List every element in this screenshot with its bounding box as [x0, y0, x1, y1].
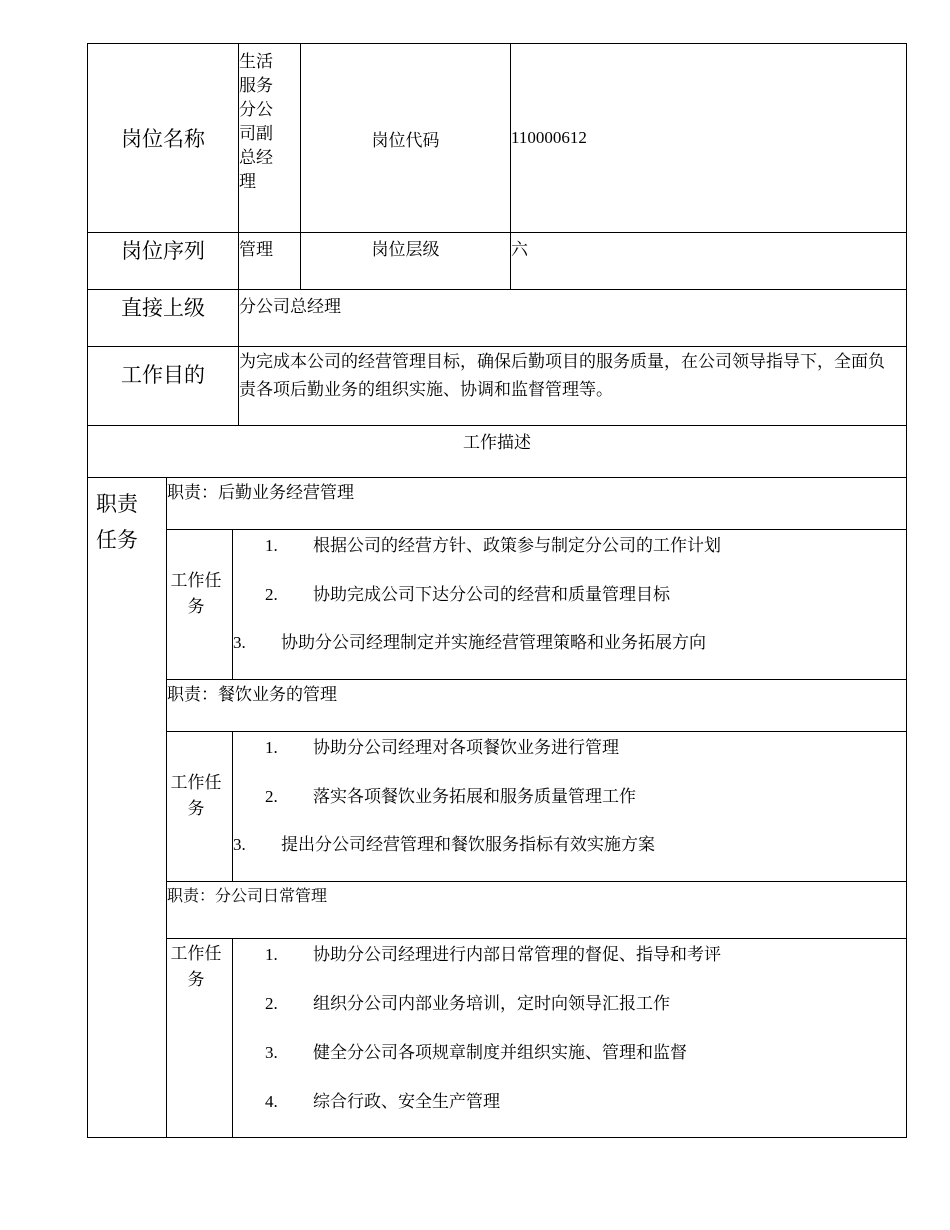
- task-3-2: [265, 992, 670, 1016]
- position-name-label-text: 岗位名称: [121, 127, 205, 151]
- task-label-3-text: 工作任务: [170, 944, 222, 989]
- duties-label-text: 职责任务: [96, 492, 138, 552]
- task-1-3-text: 协助分公司经理制定并实施经营管理策略和业务拓展方向: [281, 633, 706, 652]
- position-name-label: [87, 43, 239, 233]
- task-2-2-num: 2.: [265, 787, 278, 806]
- superior-value: [238, 289, 907, 347]
- purpose-value-text: 为完成本公司的经营管理目标，确保后勤项目的服务质量，在公司领导指导下，全面负责各项后勤业务的组织实施、协调和监督管理等。: [239, 352, 885, 399]
- task-list-1: [232, 529, 907, 680]
- sequence-label-text: 岗位序列: [121, 239, 205, 263]
- task-3-2-num: 2.: [265, 994, 278, 1013]
- purpose-label-text: 工作目的: [121, 363, 205, 387]
- level-label: [300, 232, 511, 290]
- level-value: [510, 232, 907, 290]
- position-name-value: [238, 43, 301, 233]
- level-label-text: 岗位层级: [371, 240, 440, 259]
- task-3-1: [265, 943, 721, 967]
- sequence-label: [87, 232, 239, 290]
- level-value-text: 六: [511, 240, 528, 259]
- task-2-3-text: 提出分公司经营管理和餐饮服务指标有效实施方案: [281, 835, 655, 854]
- task-list-2: [232, 731, 907, 882]
- sequence-value-text: 管理: [239, 240, 273, 259]
- position-code-value: [510, 43, 907, 233]
- task-3-3-text: 健全分公司各项规章制度并组织实施、管理和监督: [313, 1043, 687, 1062]
- position-code-label: [300, 43, 511, 233]
- duty-title-2: [166, 679, 907, 732]
- duty-title-1: [166, 477, 907, 530]
- task-1-1-text: 根据公司的经营方针、政策参与制定分公司的工作计划: [313, 536, 721, 555]
- task-1-2-num: 2.: [265, 585, 278, 604]
- task-2-3: [233, 833, 655, 857]
- task-3-3: [265, 1041, 687, 1065]
- job-description-form: [88, 44, 907, 1139]
- task-2-2: [265, 785, 636, 809]
- duty-title-2-text: 职责：餐饮业务的管理: [167, 685, 337, 704]
- task-3-1-num: 1.: [265, 945, 278, 964]
- task-label-1-text: 工作任务: [170, 571, 222, 616]
- task-1-1: [265, 534, 721, 558]
- task-label-3: [166, 938, 233, 1138]
- work-description-header: [87, 425, 907, 478]
- duty-title-1-text: 职责：后勤业务经营管理: [167, 483, 354, 502]
- duty-title-3-text: 职责：分公司日常管理: [167, 888, 328, 905]
- task-3-3-num: 3.: [265, 1043, 278, 1062]
- task-1-1-num: 1.: [265, 536, 278, 555]
- duty-title-3: [166, 881, 907, 939]
- task-1-3: [233, 631, 706, 655]
- task-1-2-text: 协助完成公司下达分公司的经营和质量管理目标: [313, 585, 670, 604]
- task-1-3-num: 3.: [233, 633, 246, 652]
- task-2-3-num: 3.: [233, 835, 246, 854]
- task-2-2-text: 落实各项餐饮业务拓展和服务质量管理工作: [313, 787, 636, 806]
- sequence-value: [238, 232, 301, 290]
- task-3-2-text: 组织分公司内部业务培训，定时向领导汇报工作: [313, 994, 670, 1013]
- duties-label: [87, 477, 167, 1138]
- superior-value-text: 分公司总经理: [239, 297, 341, 316]
- superior-label: [87, 289, 239, 347]
- task-2-1-text: 协助分公司经理对各项餐饮业务进行管理: [313, 738, 619, 757]
- work-description-title: 工作描述: [463, 433, 531, 452]
- task-label-2: [166, 731, 233, 882]
- task-label-2-text: 工作任务: [170, 773, 222, 818]
- task-3-4-text: 综合行政、安全生产管理: [313, 1092, 500, 1111]
- task-3-1-text: 协助分公司经理进行内部日常管理的督促、指导和考评: [313, 945, 721, 964]
- purpose-label: [87, 346, 239, 426]
- task-2-1: [265, 736, 619, 760]
- task-1-2: [265, 583, 670, 607]
- position-code-value-text: 110000612: [511, 128, 587, 147]
- position-code-label-text: 岗位代码: [371, 130, 440, 150]
- task-3-4: [265, 1090, 500, 1114]
- superior-label-text: 直接上级: [121, 296, 205, 320]
- position-name-value-text: 生活服务分公司副总经理: [239, 52, 273, 191]
- task-list-3: [232, 938, 907, 1138]
- task-2-1-num: 1.: [265, 738, 278, 757]
- task-label-1: [166, 529, 233, 680]
- purpose-value: [238, 346, 907, 426]
- task-3-4-num: 4.: [265, 1092, 278, 1111]
